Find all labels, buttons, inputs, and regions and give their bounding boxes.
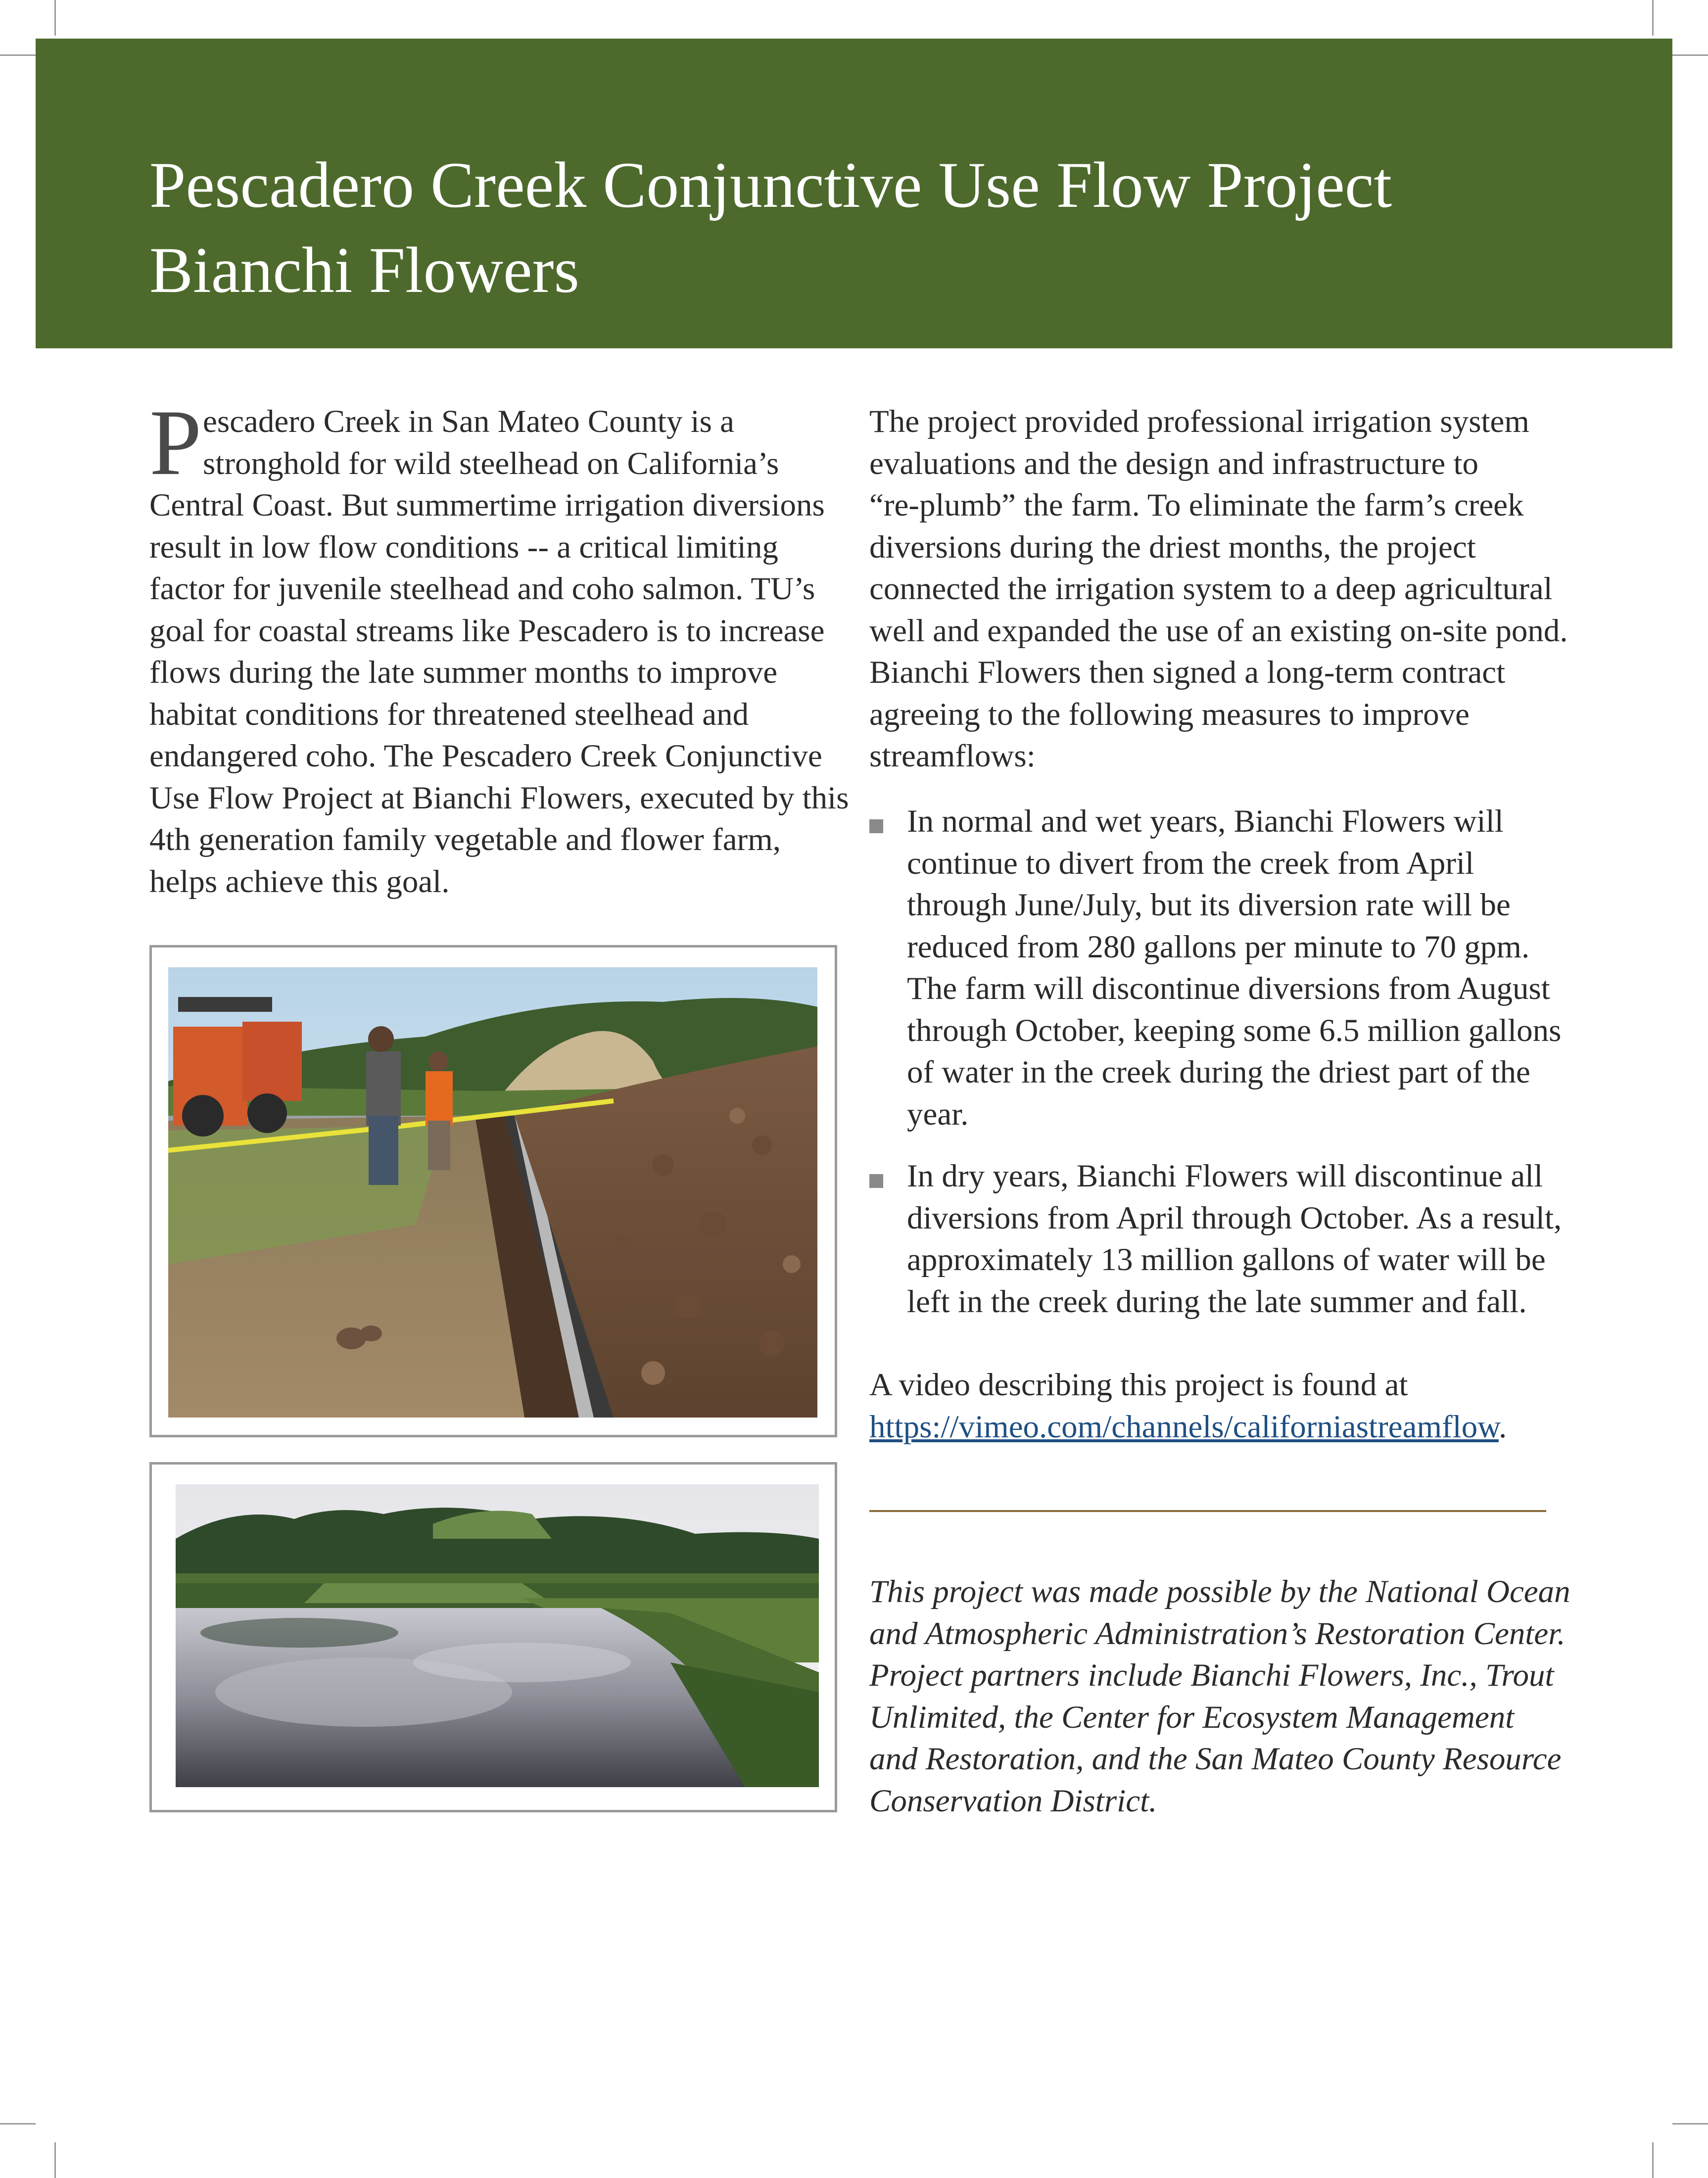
text-line: approximately 13 million gallons of water will be bbox=[907, 1242, 1546, 1278]
text-line: flows during the late summer months to improve bbox=[149, 655, 778, 690]
text-line: agreeing to the following measures to improve bbox=[869, 696, 1470, 732]
text-line: “re-plumb” the farm. To eliminate the farm’s creek bbox=[869, 487, 1524, 523]
crop-mark bbox=[1672, 54, 1708, 56]
text-line: goal for coastal streams like Pescadero is to increase bbox=[149, 613, 825, 649]
text-line: habitat conditions for threatened steelhead and bbox=[149, 696, 749, 732]
video-paragraph bbox=[869, 1364, 1507, 1448]
text-line: In normal and wet years, Bianchi Flowers will bbox=[907, 804, 1504, 839]
text-line: through October, keeping some 6.5 million gallons bbox=[907, 1012, 1562, 1048]
text-line: diversions during the driest months, the project bbox=[869, 529, 1476, 565]
text-line: and Restoration, and the San Mateo County Resource bbox=[869, 1741, 1562, 1777]
funding-credit bbox=[869, 1571, 1570, 1822]
text-line: A video describing this project is found at bbox=[869, 1367, 1408, 1403]
list-item bbox=[869, 1155, 1562, 1323]
drop-cap: P bbox=[149, 391, 202, 495]
page-title bbox=[149, 142, 1392, 313]
pond-farm-photo bbox=[176, 1484, 819, 1787]
text-line: The farm will discontinue diversions from August bbox=[907, 971, 1550, 1006]
text-line: left in the creek during the late summer and fall. bbox=[907, 1283, 1527, 1320]
text-line: helps achieve this goal. bbox=[149, 863, 450, 900]
left-column-text bbox=[149, 401, 849, 902]
text-line: escadero Creek in San Mateo County is a bbox=[203, 404, 735, 439]
text-line: In dry years, Bianchi Flowers will discontinue all bbox=[907, 1158, 1543, 1194]
video-link[interactable]: https://vimeo.com/channels/californiastreamflow bbox=[869, 1409, 1499, 1445]
text-line: year. bbox=[907, 1096, 969, 1132]
title-line: Pescadero Creek Conjunctive Use Flow Project bbox=[149, 148, 1392, 221]
square-bullet-icon bbox=[869, 819, 883, 833]
text-line: and Atmospheric Administration’s Restoration Center. bbox=[869, 1615, 1566, 1652]
bullet-list bbox=[869, 801, 1561, 1135]
text-line: evaluations and the design and infrastructure to bbox=[869, 445, 1479, 481]
title-banner bbox=[36, 39, 1672, 348]
bullet-list bbox=[869, 1155, 1562, 1323]
text-line: well and expanded the use of an existing on-site pond. bbox=[869, 613, 1568, 649]
text-line: Unlimited, the Center for Ecosystem Management bbox=[869, 1699, 1515, 1735]
text-line: Conservation District. bbox=[869, 1783, 1157, 1819]
crop-mark bbox=[1672, 2123, 1708, 2125]
link-suffix: . bbox=[1498, 1409, 1507, 1445]
text-line: factor for juvenile steelhead and coho salmon. TU’s bbox=[149, 571, 815, 607]
text-line: endangered coho. The Pescadero Creek Conjunctive bbox=[149, 738, 822, 774]
text-line: diversions from April through October. As a result, bbox=[907, 1200, 1562, 1236]
text-line: reduced from 280 gallons per minute to 70 gpm. bbox=[907, 929, 1530, 965]
square-bullet-icon bbox=[869, 1174, 883, 1188]
text-line: This project was made possible by the National Ocean bbox=[869, 1574, 1570, 1610]
crop-mark bbox=[0, 2123, 36, 2125]
text-line: stronghold for wild steelhead on California’s bbox=[203, 445, 779, 481]
text-line: 4th generation family vegetable and flower farm, bbox=[149, 822, 781, 857]
trench-pipe-photo bbox=[168, 967, 817, 1418]
text-line: Central Coast. But summertime irrigation diversions bbox=[149, 487, 825, 523]
crop-mark bbox=[54, 0, 56, 36]
section-divider bbox=[869, 1510, 1546, 1512]
text-line: result in low flow conditions -- a critical limiting bbox=[149, 529, 778, 565]
crop-mark bbox=[54, 2142, 56, 2178]
crop-mark bbox=[1652, 2142, 1654, 2178]
text-line: through June/July, but its diversion rate will be bbox=[907, 887, 1511, 923]
text-line: Bianchi Flowers then signed a long-term contract bbox=[869, 655, 1506, 690]
text-line: of water in the creek during the driest part of the bbox=[907, 1054, 1530, 1090]
text-line: streamflows: bbox=[869, 738, 1036, 774]
right-column-intro bbox=[869, 401, 1568, 777]
text-line: continue to divert from the creek from April bbox=[907, 845, 1474, 881]
title-line: Bianchi Flowers bbox=[149, 234, 579, 306]
text-line: Project partners include Bianchi Flowers, Inc., Trout bbox=[869, 1657, 1554, 1693]
text-line: Use Flow Project at Bianchi Flowers, executed by this bbox=[149, 780, 849, 816]
text-line: connected the irrigation system to a deep agricultural bbox=[869, 571, 1553, 607]
list-item bbox=[869, 801, 1561, 1135]
text-line bbox=[869, 1406, 1507, 1448]
crop-mark bbox=[0, 54, 36, 56]
crop-mark bbox=[1652, 0, 1654, 36]
text-line: The project provided professional irrigation system bbox=[869, 404, 1529, 439]
